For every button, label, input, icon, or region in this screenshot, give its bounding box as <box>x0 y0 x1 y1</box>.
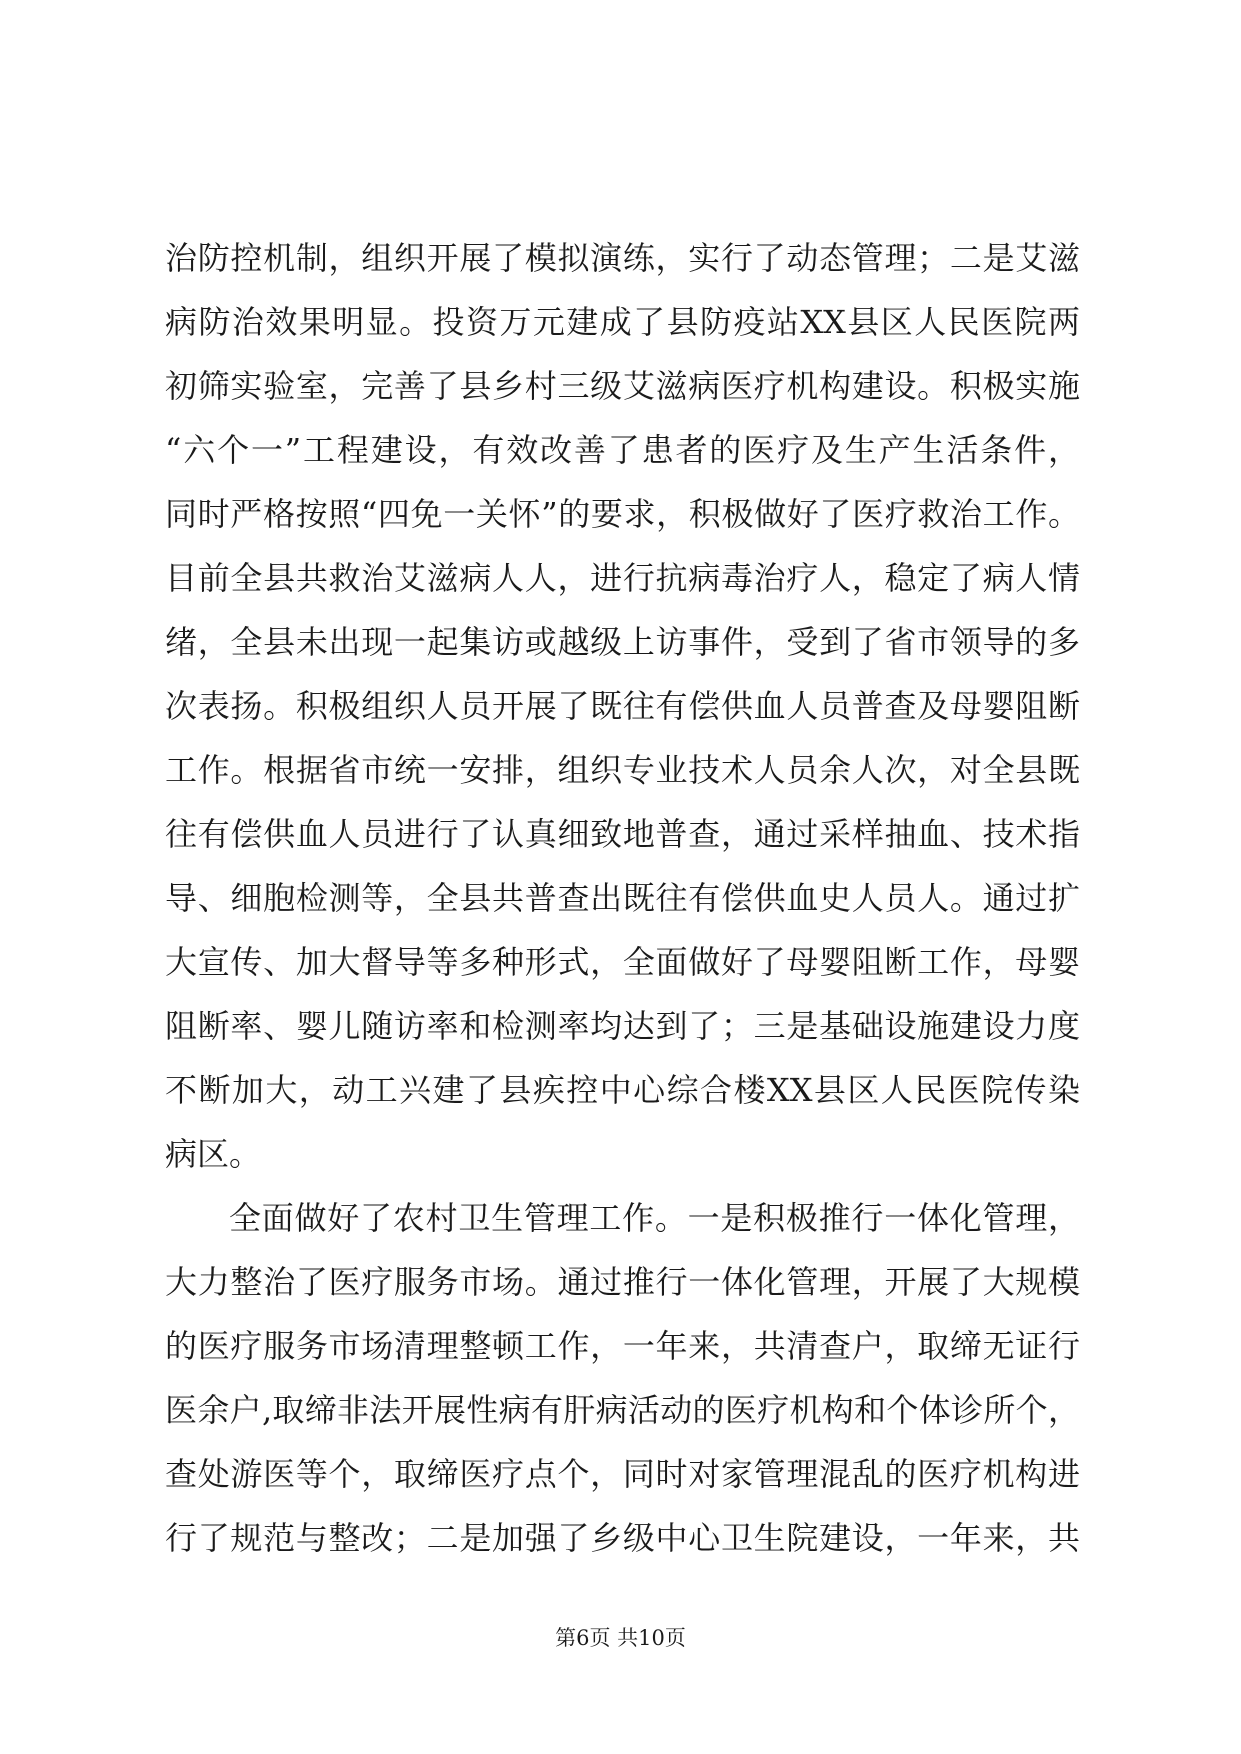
paragraph-1-line: 大宣传、加大督导等多种形式，全面做好了母婴阻断工作，母婴 <box>165 943 1080 981</box>
paragraph-1-line: 工作。根据省市统一安排，组织专业技术人员余人次，对全县既 <box>165 751 1080 789</box>
page-footer <box>0 1623 1241 1653</box>
paragraph-1-line: 往有偿供血人员进行了认真细致地普查，通过采样抽血、技术指 <box>165 815 1080 853</box>
paragraph-1-line: 初筛实验室，完善了县乡村三级艾滋病医疗机构建设。积极实施 <box>165 367 1080 405</box>
paragraph-2-line: 的医疗服务市场清理整顿工作，一年来，共清查户，取缔无证行 <box>165 1327 1080 1365</box>
document-body <box>165 226 1080 1570</box>
paragraph-2-line: 医余户,取缔非法开展性病有肝病活动的医疗机构和个体诊所个， <box>165 1391 1080 1429</box>
page-number: 第6页 共10页 <box>555 1626 686 1650</box>
paragraph-1-line: “六个一”工程建设，有效改善了患者的医疗及生产生活条件， <box>165 431 1080 469</box>
paragraph-1-line: 阻断率、婴儿随访率和检测率均达到了；三是基础设施建设力度 <box>165 1007 1080 1045</box>
paragraph-1-line: 不断加大，动工兴建了县疾控中心综合楼XX县区人民医院传染 <box>165 1071 1080 1109</box>
paragraph-2-line: 查处游医等个，取缔医疗点个，同时对家管理混乱的医疗机构进 <box>165 1455 1080 1493</box>
paragraph-1-line: 次表扬。积极组织人员开展了既往有偿供血人员普查及母婴阻断 <box>165 687 1080 725</box>
paragraph-1-line: 导、细胞检测等，全县共普查出既往有偿供血史人员人。通过扩 <box>165 879 1080 917</box>
paragraph-1-line: 病防治效果明显。投资万元建成了县防疫站XX县区人民医院两 <box>165 303 1080 341</box>
paragraph-2-line: 行了规范与整改；二是加强了乡级中心卫生院建设，一年来，共 <box>165 1519 1080 1557</box>
paragraph-2-line: 全面做好了农村卫生管理工作。一是积极推行一体化管理， <box>229 1199 1080 1237</box>
paragraph-1-line: 绪，全县未出现一起集访或越级上访事件，受到了省市领导的多 <box>165 623 1080 661</box>
paragraph-1-line: 目前全县共救治艾滋病人人，进行抗病毒治疗人，稳定了病人情 <box>165 559 1080 597</box>
paragraph-1-line: 治防控机制，组织开展了模拟演练，实行了动态管理；二是艾滋 <box>165 239 1080 277</box>
paragraph-2-line: 大力整治了医疗服务市场。通过推行一体化管理，开展了大规模 <box>165 1263 1080 1301</box>
paragraph-1-line: 同时严格按照“四免一关怀”的要求，积极做好了医疗救治工作。 <box>165 495 1080 533</box>
paragraph-1-line: 病区。 <box>165 1135 262 1173</box>
